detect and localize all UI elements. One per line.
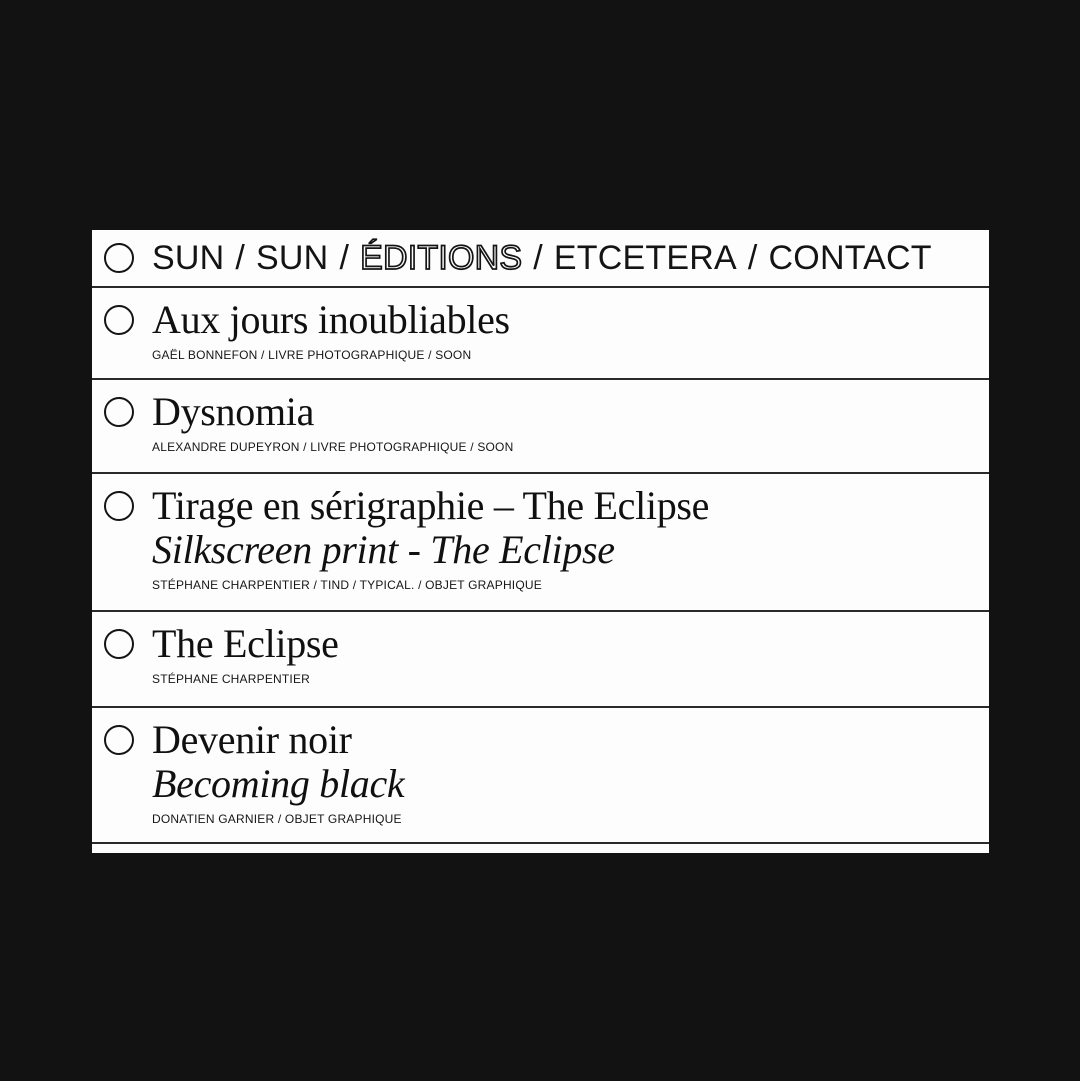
- editions-panel: [92, 230, 989, 853]
- edition-title: The Eclipse: [152, 621, 339, 666]
- edition-title: Aux jours inoubliables: [152, 297, 510, 342]
- edition-caption: DONATIEN GARNIER / OBJET GRAPHIQUE: [152, 812, 402, 826]
- nav-item-contact[interactable]: CONTACT: [768, 239, 932, 277]
- nav-item-etcetera[interactable]: ETCETERA: [553, 239, 737, 277]
- edition-row-aux-jours-inoubliables[interactable]: [92, 288, 989, 380]
- edition-text: [152, 622, 339, 686]
- nav-links: [152, 241, 932, 275]
- edition-title: Tirage en sérigraphie – The Eclipse: [152, 483, 710, 528]
- nav-separator: /: [339, 239, 350, 277]
- edition-caption: STÉPHANE CHARPENTIER: [152, 672, 311, 686]
- next-row-partial: [92, 844, 989, 853]
- nav-item-sun-1[interactable]: SUN: [152, 239, 225, 277]
- edition-row-devenir-noir[interactable]: [92, 708, 989, 844]
- logo-circle-icon[interactable]: [104, 243, 134, 273]
- edition-row-tirage-serigraphie[interactable]: [92, 474, 989, 612]
- main-nav: [92, 230, 989, 288]
- nav-item-editions[interactable]: ÉDITIONS: [360, 239, 523, 277]
- edition-caption: ALEXANDRE DUPEYRON / LIVRE PHOTOGRAPHIQUE / SOON: [152, 440, 514, 454]
- bullet-circle-icon: [104, 305, 134, 335]
- edition-row-the-eclipse[interactable]: [92, 612, 989, 708]
- edition-text: [152, 390, 513, 454]
- edition-text: [152, 718, 404, 826]
- edition-title: Devenir noir: [152, 717, 352, 762]
- nav-separator: /: [533, 239, 543, 277]
- edition-row-dysnomia[interactable]: [92, 380, 989, 474]
- edition-subtitle: Becoming black: [152, 761, 405, 806]
- bullet-circle-icon: [104, 725, 134, 755]
- bullet-circle-icon: [104, 491, 134, 521]
- edition-text: [152, 298, 510, 362]
- bullet-circle-icon: [104, 629, 134, 659]
- bullet-circle-icon: [104, 397, 134, 427]
- edition-caption: STÉPHANE CHARPENTIER / TIND / TYPICAL. / OBJET GRAPHIQUE: [152, 578, 542, 592]
- edition-caption: GAËL BONNEFON / LIVRE PHOTOGRAPHIQUE / SOON: [152, 348, 472, 362]
- edition-subtitle: Silkscreen print - The Eclipse: [152, 527, 615, 572]
- edition-title: Dysnomia: [152, 389, 315, 434]
- nav-item-sun-2[interactable]: SUN: [256, 239, 329, 277]
- nav-separator: /: [747, 239, 758, 277]
- edition-text: [152, 484, 709, 592]
- nav-separator: /: [235, 239, 246, 277]
